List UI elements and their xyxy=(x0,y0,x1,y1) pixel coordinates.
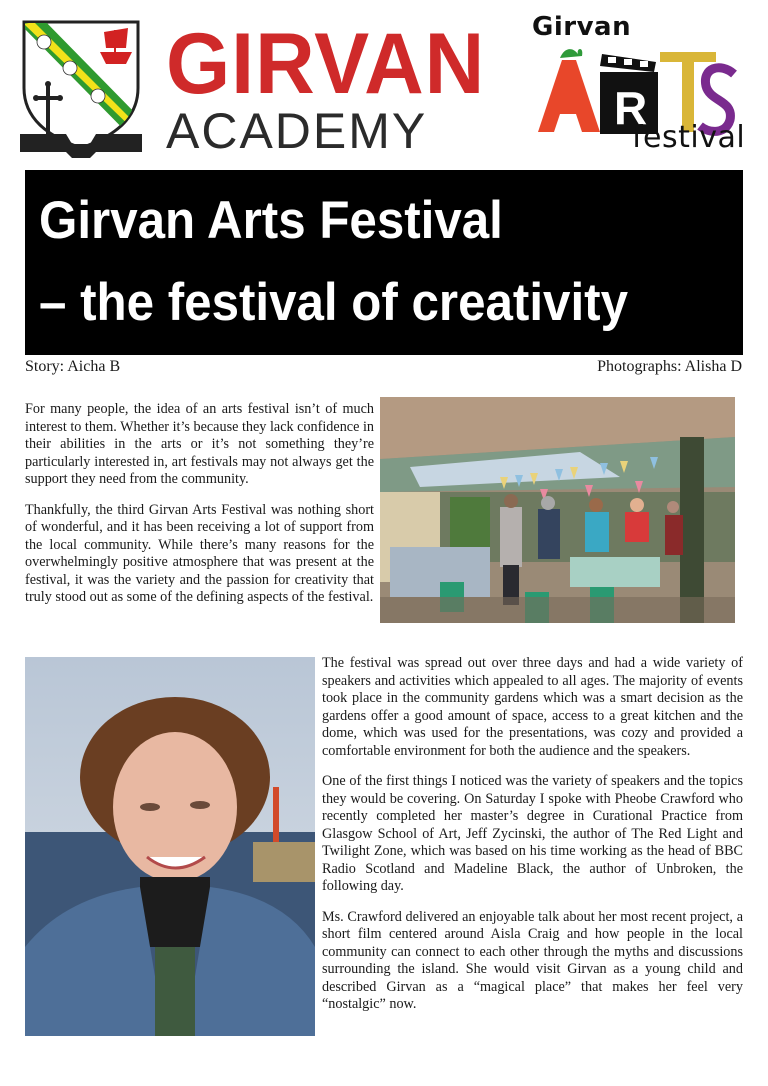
paragraph: One of the first things I noticed was the variety of speakers and the topics they would be covering. On Saturday I spoke with Pheobe Crawford who recently completed her master’s degree in Curational Practice from Glasgow School of Art, Jeff Zycinski, the author of The Red Light and Twilight Zone, which was based on his time working as the head of BBC Radio Scotland and Madeline Black, the author of Unbroken, the following day. xyxy=(322,773,743,894)
festival-logo-top-text: Girvan xyxy=(532,12,632,42)
svg-text:R: R xyxy=(614,82,648,134)
festival-photo xyxy=(380,397,735,623)
festival-logo-bottom-text: festival xyxy=(632,120,746,155)
school-name-primary: GIRVAN xyxy=(166,16,486,112)
photo-credit: Photographs: Alisha D xyxy=(597,358,742,375)
headline-line-2: – the festival of creativity xyxy=(39,273,628,332)
intro-text-column xyxy=(25,401,374,620)
speaker-portrait xyxy=(25,657,315,1036)
story-byline: Story: Aicha B xyxy=(25,358,121,375)
headline-line-1: Girvan Arts Festival xyxy=(39,191,503,250)
paragraph: The festival was spread out over three days and had a wide variety of speakers and activities which appealed to all ages. The majority of events took place in the community gardens which was a smart decision as the gardens offer a good amount of space, access to a great kitchen and the dome, which was used for the presentations, was cozy and provided a comfortable environment for both the audience and the speakers. xyxy=(322,655,743,759)
arts-festival-logo xyxy=(520,10,750,165)
paragraph: Ms. Crawford delivered an enjoyable talk about her most recent project, a short film centered around Aisla Craig and how people in the local community can connect to each other through the myths and discussions surrounding the island. She would visit Girvan as a young child and described Girvan as a “magical place” that makes her feel very “nostalgic” now. xyxy=(322,908,743,1012)
school-wordmark xyxy=(166,16,511,159)
paragraph: Thankfully, the third Girvan Arts Festival was nothing short of wonderful, and it has been receiving a lot of support from the local community. While there’s many reasons for the overwhelmingly positive atmosphere that was present at the festival, it was the variety and the passion for creativity that truly stood out as some of the defining aspects of the festival. xyxy=(25,501,374,605)
main-text-column xyxy=(322,655,743,1027)
headline-banner xyxy=(25,170,743,355)
paragraph: For many people, the idea of an arts festival isn’t of much interest to them. Whether it’s because they lack confidence in their abilities in the arts or it’s not something they’re particularly interested in, art festivals may not always get the support they need from the community. xyxy=(25,401,374,487)
school-crest xyxy=(20,18,142,158)
school-name-secondary: ACADEMY xyxy=(166,103,428,159)
